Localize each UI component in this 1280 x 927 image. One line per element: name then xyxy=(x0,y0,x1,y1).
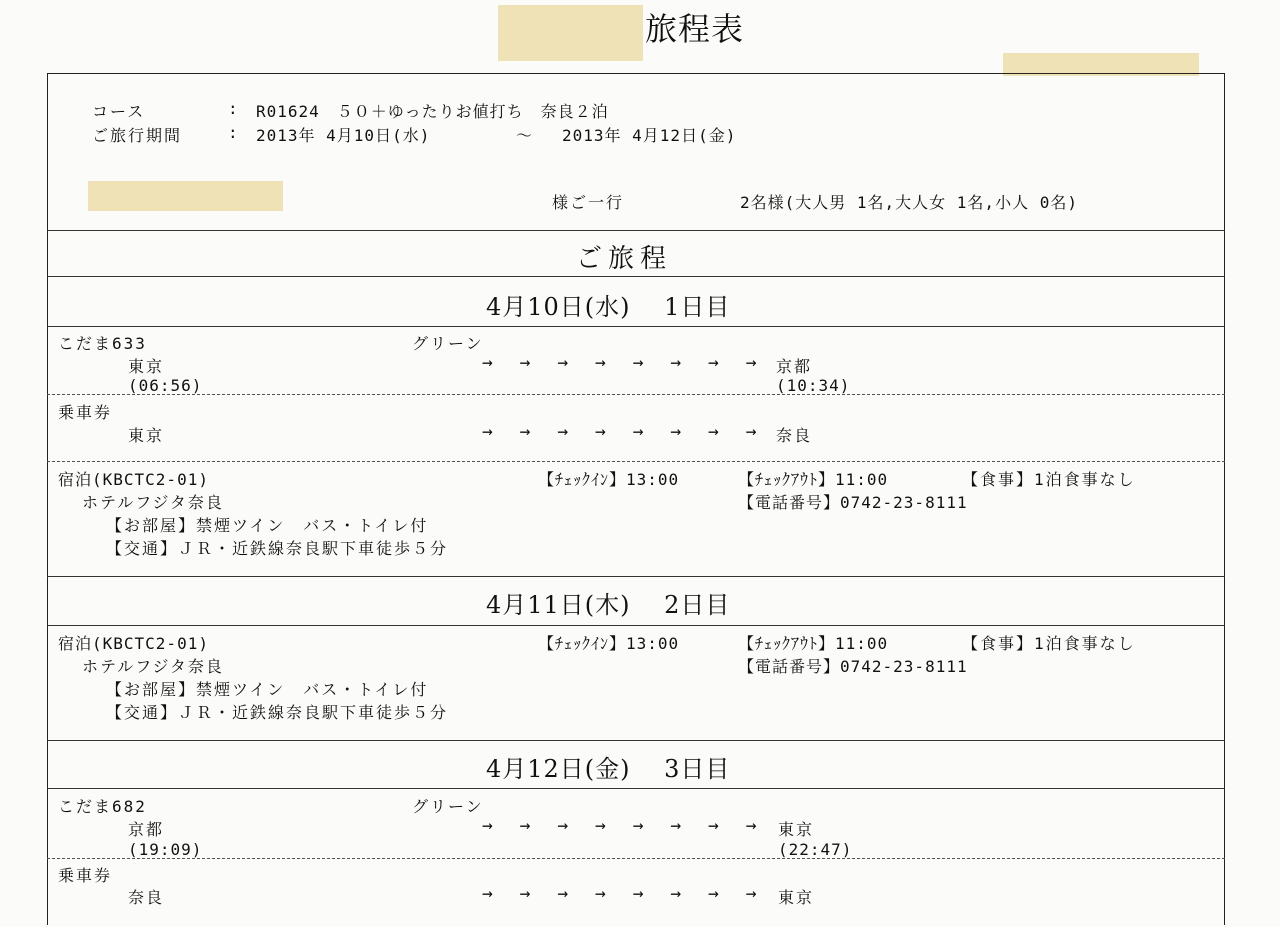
day-1-stay-label: 宿泊(KBCTC2-01) xyxy=(58,470,209,489)
day-3-ticket-from: 奈良 xyxy=(128,888,165,907)
divider xyxy=(47,625,1225,626)
course-value: R01624 ５０＋ゆったりお値打ち 奈良２泊 xyxy=(256,102,609,121)
divider xyxy=(47,576,1225,577)
period-start: 2013年 4月10日(水) xyxy=(256,126,431,145)
day-1-train-name: こだま633 xyxy=(58,334,147,353)
day-1-ticket-to: 奈良 xyxy=(776,426,813,445)
divider xyxy=(47,230,1225,231)
day-1-access: 【交通】ＪＲ・近鉄線奈良駅下車徒歩５分 xyxy=(106,539,449,558)
day-2-access: 【交通】ＪＲ・近鉄線奈良駅下車徒歩５分 xyxy=(106,703,449,722)
party-value: 2名様(大人男 1名,大人女 1名,小人 0名) xyxy=(740,193,1078,212)
day-2-heading: 4月11日(木) 2日目 xyxy=(486,591,731,619)
day-1-checkout: 【ﾁｪｯｸｱｳﾄ】11:00 xyxy=(738,470,889,489)
day-2-hotel: ホテルフジタ奈良 xyxy=(82,657,224,676)
day-2-stay-label: 宿泊(KBCTC2-01) xyxy=(58,634,209,653)
dashed-divider xyxy=(47,858,1225,859)
day-1-train-arrival: (10:34) xyxy=(776,376,851,395)
day-3-train-from: 京都 xyxy=(128,820,165,839)
redaction-block-title xyxy=(498,5,643,61)
day-3-train-departure: (19:09) xyxy=(128,840,203,859)
day-2-phone: 【電話番号】0742-23-8111 xyxy=(738,657,968,676)
divider xyxy=(47,276,1225,277)
period-label: ご旅行期間 xyxy=(92,126,183,145)
day-1-train-to: 京都 xyxy=(776,357,813,376)
day-3-ticket-to: 東京 xyxy=(778,888,815,907)
day-1-heading: 4月10日(水) 1日目 xyxy=(486,293,731,321)
course-colon: : xyxy=(228,99,240,118)
day-1-ticket-from: 東京 xyxy=(128,426,165,445)
day-3-train-name: こだま682 xyxy=(58,797,147,816)
day-1-meal: 【食事】1泊食事なし xyxy=(962,470,1136,489)
day-1-train-arrows: → → → → → → → → xyxy=(482,352,765,373)
day-3-train-arrows: → → → → → → → → xyxy=(482,815,765,836)
party-label: 様ご一行 xyxy=(552,193,625,212)
day-3-ticket-arrows: → → → → → → → → xyxy=(482,883,765,904)
document-title: 旅程表 xyxy=(645,10,745,48)
dashed-divider xyxy=(47,394,1225,395)
day-2-room: 【お部屋】禁煙ツイン バス・トイレ付 xyxy=(106,680,429,699)
day-2-meal: 【食事】1泊食事なし xyxy=(962,634,1136,653)
divider xyxy=(47,326,1225,327)
day-1-ticket-label: 乗車券 xyxy=(58,403,113,422)
period-end: 2013年 4月12日(金) xyxy=(562,126,737,145)
day-1-hotel: ホテルフジタ奈良 xyxy=(82,493,224,512)
period-separator: ～ xyxy=(516,126,534,145)
period-colon: : xyxy=(228,123,240,142)
day-2-checkin: 【ﾁｪｯｸｲﾝ】13:00 xyxy=(538,634,680,653)
itinerary-heading: ご旅程 xyxy=(576,244,673,274)
day-1-train-departure: (06:56) xyxy=(128,376,203,395)
day-3-train-to: 東京 xyxy=(778,820,815,839)
day-3-train-class: グリーン xyxy=(412,797,484,816)
day-1-ticket-arrows: → → → → → → → → xyxy=(482,421,765,442)
day-3-train-arrival: (22:47) xyxy=(778,840,853,859)
course-label: コース xyxy=(92,102,146,121)
day-3-heading: 4月12日(金) 3日目 xyxy=(486,755,731,783)
day-1-phone: 【電話番号】0742-23-8111 xyxy=(738,493,968,512)
day-2-checkout: 【ﾁｪｯｸｱｳﾄ】11:00 xyxy=(738,634,889,653)
divider xyxy=(47,740,1225,741)
day-1-checkin: 【ﾁｪｯｸｲﾝ】13:00 xyxy=(538,470,680,489)
divider xyxy=(47,788,1225,789)
dashed-divider xyxy=(47,461,1225,462)
day-1-train-class: グリーン xyxy=(412,334,484,353)
day-1-train-from: 東京 xyxy=(128,357,165,376)
day-1-room: 【お部屋】禁煙ツイン バス・トイレ付 xyxy=(106,516,429,535)
day-3-ticket-label: 乗車券 xyxy=(58,866,113,885)
